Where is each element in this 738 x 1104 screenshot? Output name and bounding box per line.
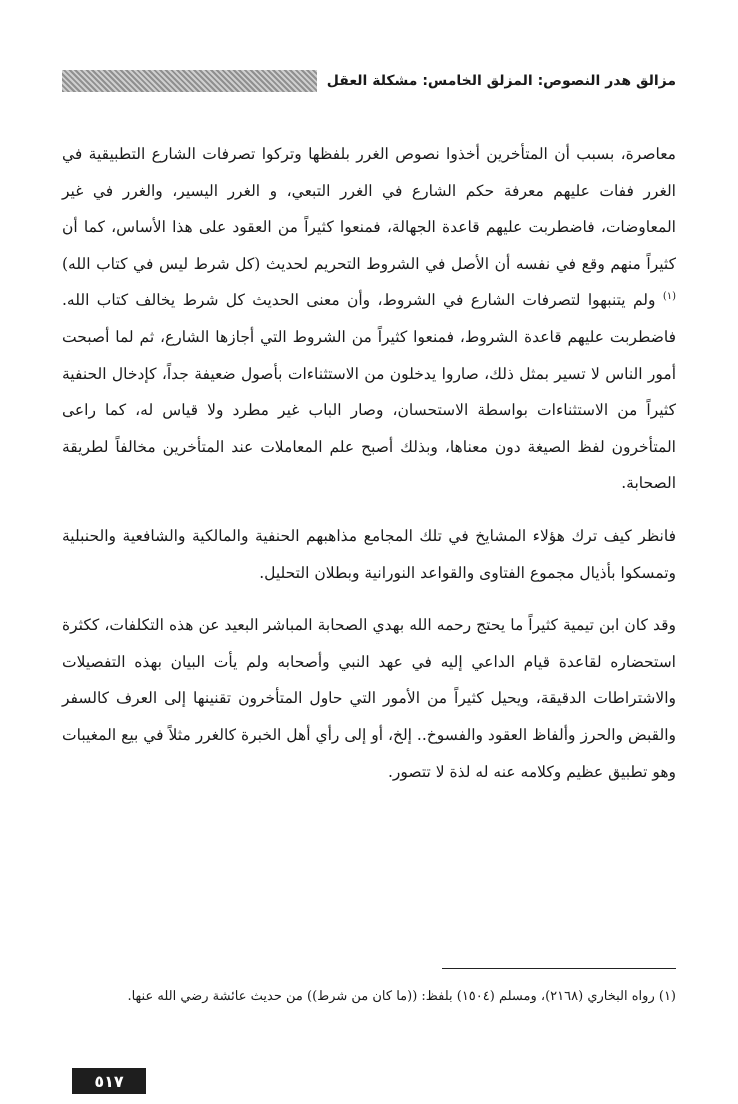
footnote-text: (١) رواه البخاري (٢١٦٨)، ومسلم (١٥٠٤) بلفظ: ((ما كان من شرط)) من حديث عائشة رضي الله عنها. (127, 989, 676, 1004)
footnote (62, 982, 676, 1012)
paragraph-3: وقد كان ابن تيمية كثيراً ما يحتج رحمه الله بهدي الصحابة المباشر البعيد عن هذه التكلفات، ككثرة استحضاره لقاعدة قيام الداعي إليه في عهد النبي وأصحابه ولم يأت البيان بهذه التفصيلات والاشتراطات الدقيقة، ويحيل كثيراً من الأمور التي حاول المتأخرون تقنينها إلى العرف كالسفر والقبض والحرز وألفاظ العقود والفسوخ.. إلخ، أو إلى رأي أهل الخبرة كالغرر مثلاً في بيع المغيبات وهو تطبيق عظيم وكلامه عنه له لذة لا تتصور. (62, 616, 676, 781)
paragraph-1-text-a: معاصرة، بسبب أن المتأخرين أخذوا نصوص الغرر بلفظها وتركوا تصرفات الشارع التطبيقية في الغرر ففات عليهم معرفة حكم الشارع في الغرر التبعي، و الغرر اليسير، والغرر في غير المعاوضات، فاضطربت عليهم قاعدة الجهالة، فمنعوا كثيراً من العقود على هذا الأساس، كما أن كثيراً منهم وقع في نفسه أن الأصل في الشروط التحريم لحديث (كل شرط ليس في كتاب الله) (62, 145, 676, 273)
paragraph-1 (62, 136, 676, 502)
header-decorative-bar (62, 70, 317, 92)
page-number: ٥١٧ (72, 1068, 146, 1094)
running-header (62, 64, 676, 98)
paragraph-1-text-b: ولم يتنبهوا لتصرفات الشارع في الشروط، وأن معنى الحديث كل شرط يخالف كتاب الله. فاضطربت عليهم قاعدة الشروط، فمنعوا كثيراً من الشروط التي أجازها الشارع، ثم لما أصبحت أمور الناس لا تسير بمثل ذلك، صاروا يدخلون من الاستثناءات بأصول ضعيفة جداً، كإدخال الحنفية كثيراً من الاستثناءات بواسطة الاستحسان، وصار الباب غير مطرد ولا قياس له، كما راعى المتأخرون لفظ الصيغة دون معناها، وبذلك أصبح علم المعاملات عند المتأخرين مخالفاً لطريقة الصحابة. (62, 291, 676, 493)
running-header-title: مزالق هدر النصوص: المزلق الخامس: مشكلة العقل (326, 73, 676, 89)
main-text (62, 136, 676, 790)
footnote-divider (442, 968, 676, 969)
footnote-reference[interactable]: (١) (662, 291, 676, 303)
paragraph-2: فانظر كيف ترك هؤلاء المشايخ في تلك المجامع مذاهبهم الحنفية والمالكية والشافعية والحنبلية وتمسكوا بأذيال مجموع الفتاوى والقواعد النورانية وبطلان التحليل. (62, 526, 676, 582)
